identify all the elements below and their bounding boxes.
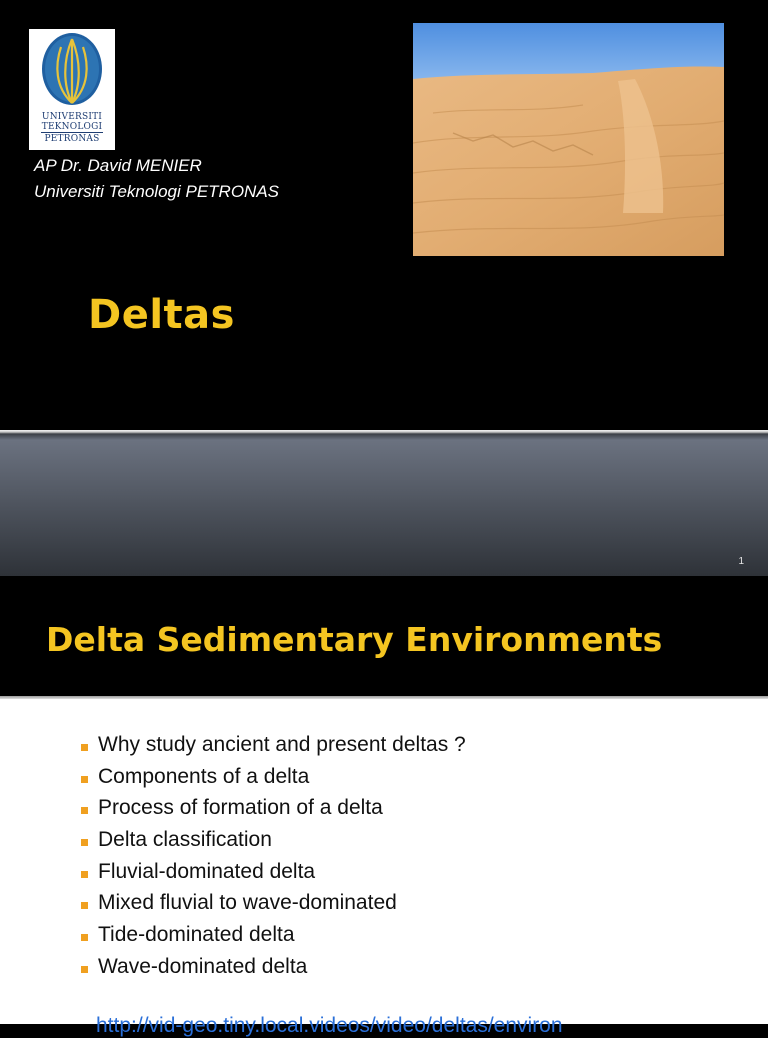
bullet-square-icon xyxy=(81,934,88,941)
video-link[interactable]: http://vid-geo.tiny.local.videos/video/deltas/environ xyxy=(96,1014,563,1037)
bullet-square-icon xyxy=(81,839,88,846)
utp-emblem-icon xyxy=(39,31,105,111)
topic-list xyxy=(80,731,466,985)
list-item xyxy=(80,858,466,890)
list-item-text: Wave-dominated delta xyxy=(98,954,308,978)
slide-number: 1 xyxy=(738,556,744,567)
list-item-text: Why study ancient and present deltas ? xyxy=(98,733,466,756)
list-item xyxy=(80,794,466,826)
list-item-text: Tide-dominated delta xyxy=(98,923,295,947)
list-item xyxy=(80,826,466,858)
logo-text-line-2: TEKNOLOGI xyxy=(41,122,103,132)
author-name: AP Dr. David MENIER xyxy=(34,156,202,175)
list-item xyxy=(80,763,466,795)
list-item-text: Delta classification xyxy=(98,828,272,852)
list-item-text: Mixed fluvial to wave-dominated xyxy=(98,891,397,915)
slide-title: Deltas xyxy=(88,292,235,338)
list-item-text: Components of a delta xyxy=(98,764,310,788)
list-item-text: Fluvial-dominated delta xyxy=(98,859,316,883)
list-item xyxy=(80,921,466,953)
bullet-square-icon xyxy=(81,871,88,878)
footer-band xyxy=(0,430,768,576)
logo-text-line-3: PETRONAS xyxy=(44,134,100,144)
content-slide xyxy=(0,576,768,1037)
list-item-text: Process of formation of a delta xyxy=(98,796,383,820)
list-item xyxy=(80,731,466,763)
header-divider xyxy=(0,696,768,699)
author-affiliation: Universiti Teknologi PETRONAS xyxy=(34,182,280,201)
logo-divider xyxy=(41,132,103,133)
university-logo xyxy=(29,29,115,150)
list-item xyxy=(80,953,466,985)
bullet-square-icon xyxy=(81,902,88,909)
bullet-square-icon xyxy=(81,966,88,973)
list-item xyxy=(80,889,466,921)
desert-dune-photo xyxy=(413,23,724,256)
logo-text-line-1: UNIVERSITI xyxy=(41,112,103,122)
bullet-square-icon xyxy=(81,744,88,751)
bullet-square-icon xyxy=(81,776,88,783)
content-slide-title: Delta Sedimentary Environments xyxy=(46,620,663,659)
bullet-square-icon xyxy=(81,807,88,814)
